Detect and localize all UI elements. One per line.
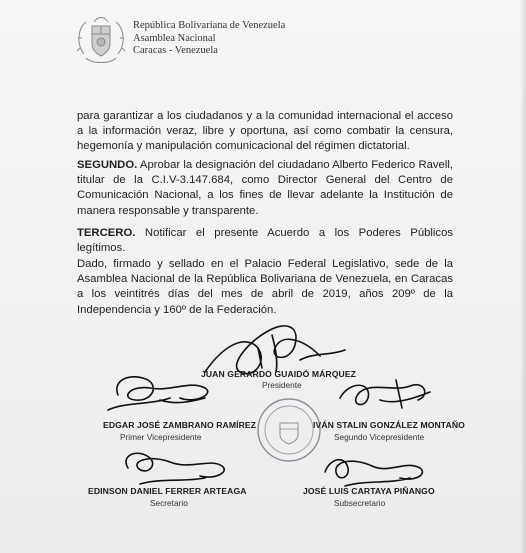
letterhead-institution: Asamblea Nacional	[133, 32, 216, 44]
second-vp-name: IVÁN STALIN GONZÁLEZ MONTAÑO	[313, 420, 465, 430]
paragraph-segundo-lead: SEGUNDO.	[77, 159, 138, 171]
president-name: JUAN GERARDO GUAIDÓ MÁRQUEZ	[201, 369, 357, 379]
secretary-signature	[126, 453, 224, 484]
letterhead-city: Caracas - Venezuela	[133, 45, 218, 56]
first-vp-role: Primer Vicepresidente	[120, 432, 202, 442]
secretary-name: EDINSON DANIEL FERRER ARTEAGA	[88, 486, 247, 496]
paragraph-tercero-lead: TERCERO.	[77, 227, 136, 239]
first-vp-signature	[117, 377, 208, 403]
subsecretary-signature	[325, 460, 422, 486]
second-vp-signature	[340, 385, 430, 405]
secretary-role: Secretario	[150, 498, 188, 508]
letterhead-country: República Bolivariana de Venezuela	[133, 20, 286, 31]
paragraph-segundo-text: Aprobar la designación del ciudadano Alberto Federico Ravell, titular de la C.I.V-3.147.684, como Director General del Centro de Comunicación Nacional, a los fines de llevar adelante la Institución de manera responsable y transparente.	[77, 159, 453, 217]
paragraph-closing: Dado, firmado y sellado en el Palacio Federal Legislativo, sede de la Asamblea Nacional de la República Bolivariana de Venezuela, en Caracas a los veintitrés días del mes de abril de 2019, años 209º de la Independencia y 160º de la Federación.	[77, 258, 453, 316]
paragraph-tercero-text: Notificar el presente Acuerdo a los Poderes Públicos legítimos.	[77, 227, 453, 255]
first-vp-name: EDGAR JOSÉ ZAMBRANO RAMÍREZ	[103, 420, 257, 430]
president-role: Presidente	[262, 380, 302, 390]
subsecretary-role: Subsecretario	[334, 498, 386, 508]
paragraph-first: para garantizar a los ciudadanos y a la comunidad internacional el acceso a la información veraz, libre y oportuna, así como combatir la censura, hegemonía y manipulación comunicacional del régimen dictatorial.	[77, 110, 453, 153]
second-vp-role: Segundo Vicepresidente	[334, 432, 425, 442]
subsecretary-name: JOSÉ LUIS CARTAYA PIÑANGO	[303, 486, 435, 496]
